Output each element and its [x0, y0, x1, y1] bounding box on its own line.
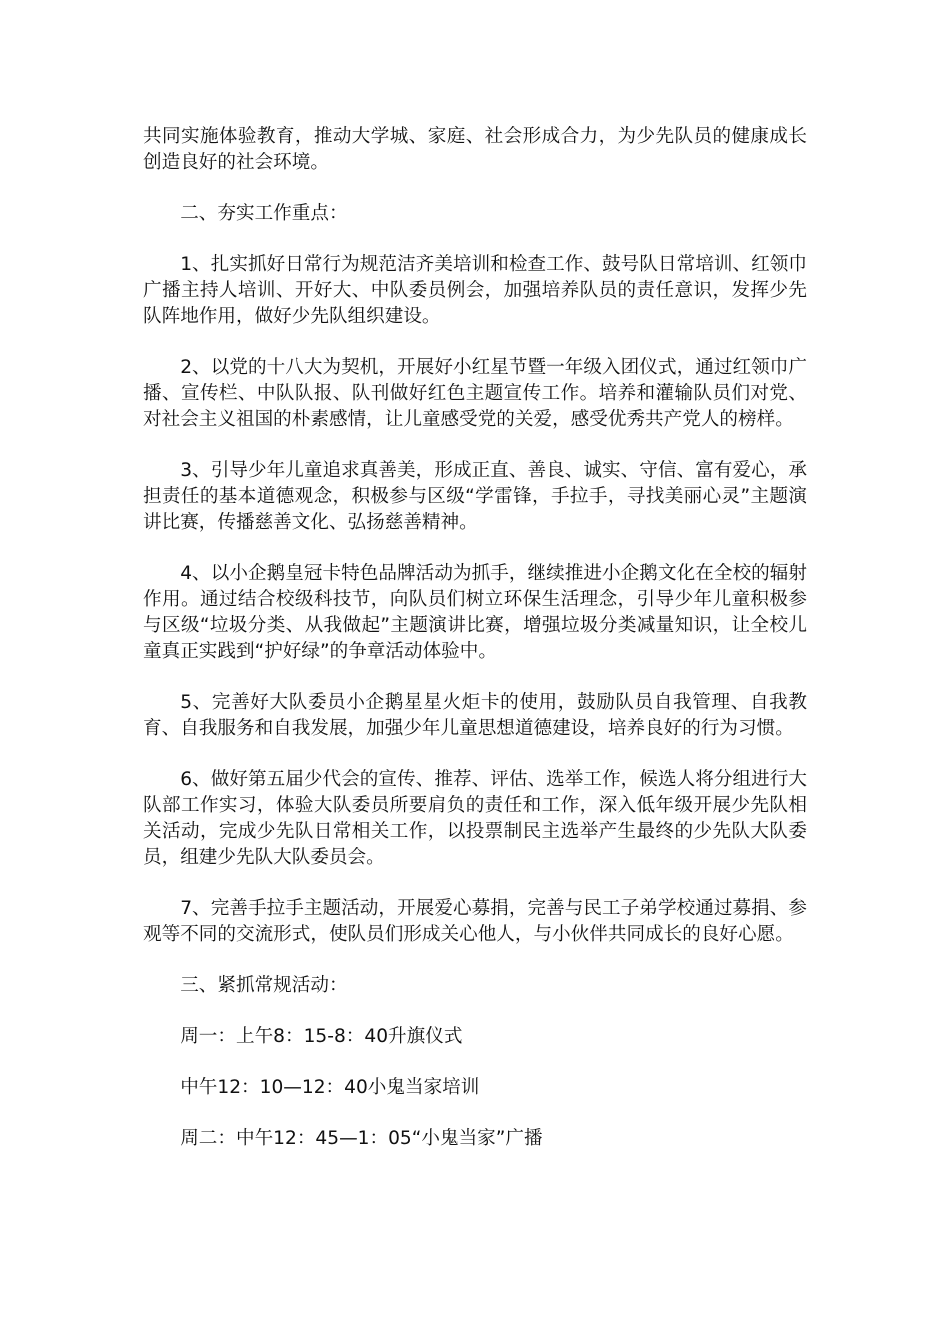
- paragraph-item-4: 4、以小企鹅皇冠卡特色品牌活动为抓手，继续推进小企鹅文化在全校的辐射作用。通过结合校级科技节，向队员们树立环保生活理念，引导少年儿童积极参与区级“垃圾分类、从我做起”主题演讲比赛，增强垃圾分类减量知识，让全校儿童真正实践到“护好绿”的争章活动体验中。: [143, 563, 807, 662]
- schedule-line-noon-training: 中午12：10—12：40小鬼当家培训: [180, 1077, 480, 1098]
- paragraph-continuation: 共同实施体验教育，推动大学城、家庭、社会形成合力，为少先队员的健康成长创造良好的社会环境。: [143, 126, 807, 173]
- paragraph-item-5: 5、完善好大队委员小企鹅星星火炬卡的使用，鼓励队员自我管理、自我教育、自我服务和自我发展，加强少年儿童思想道德建设，培养良好的行为习惯。: [143, 692, 807, 739]
- document-body: [143, 124, 807, 1177]
- paragraph-item-7: 7、完善手拉手主题活动，开展爱心募捐，完善与民工子弟学校通过募捐、参观等不同的交流形式，使队员们形成关心他人，与小伙伴共同成长的良好心愿。: [143, 898, 807, 945]
- section-heading-three: 三、紧抓常规活动：: [180, 975, 348, 996]
- paragraph-item-1: 1、扎实抓好日常行为规范洁齐美培训和检查工作、鼓号队日常培训、红领巾广播主持人培训、开好大、中队委员例会，加强培养队员的责任意识，发挥少先队阵地作用，做好少先队组织建设。: [143, 254, 807, 327]
- paragraph-item-3: 3、引导少年儿童追求真善美，形成正直、善良、诚实、守信、富有爱心，承担责任的基本道德观念，积极参与区级“学雷锋，手拉手，寻找美丽心灵”主题演讲比赛，传播慈善文化、弘扬慈善精神。: [143, 460, 807, 533]
- paragraph-item-2: 2、以党的十八大为契机，开展好小红星节暨一年级入团仪式，通过红领巾广播、宣传栏、中队队报、队刊做好红色主题宣传工作。培养和灌输队员们对党、对社会主义祖国的朴素感情，让儿童感受党的关爱，感受优秀共产党人的榜样。: [143, 357, 807, 430]
- paragraph-item-6: 6、做好第五届少代会的宣传、推荐、评估、选举工作，候选人将分组进行大队部工作实习，体验大队委员所要肩负的责任和工作，深入低年级开展少先队相关活动，完成少先队日常相关工作，以投票制民主选举产生最终的少先队大队委员，组建少先队大队委员会。: [143, 769, 807, 868]
- schedule-line-monday: 周一：上午8：15-8：40升旗仪式: [180, 1026, 463, 1047]
- section-heading-two: 二、夯实工作重点：: [180, 203, 348, 224]
- schedule-line-tuesday: 周二：中午12：45—1：05“小鬼当家”广播: [180, 1128, 543, 1149]
